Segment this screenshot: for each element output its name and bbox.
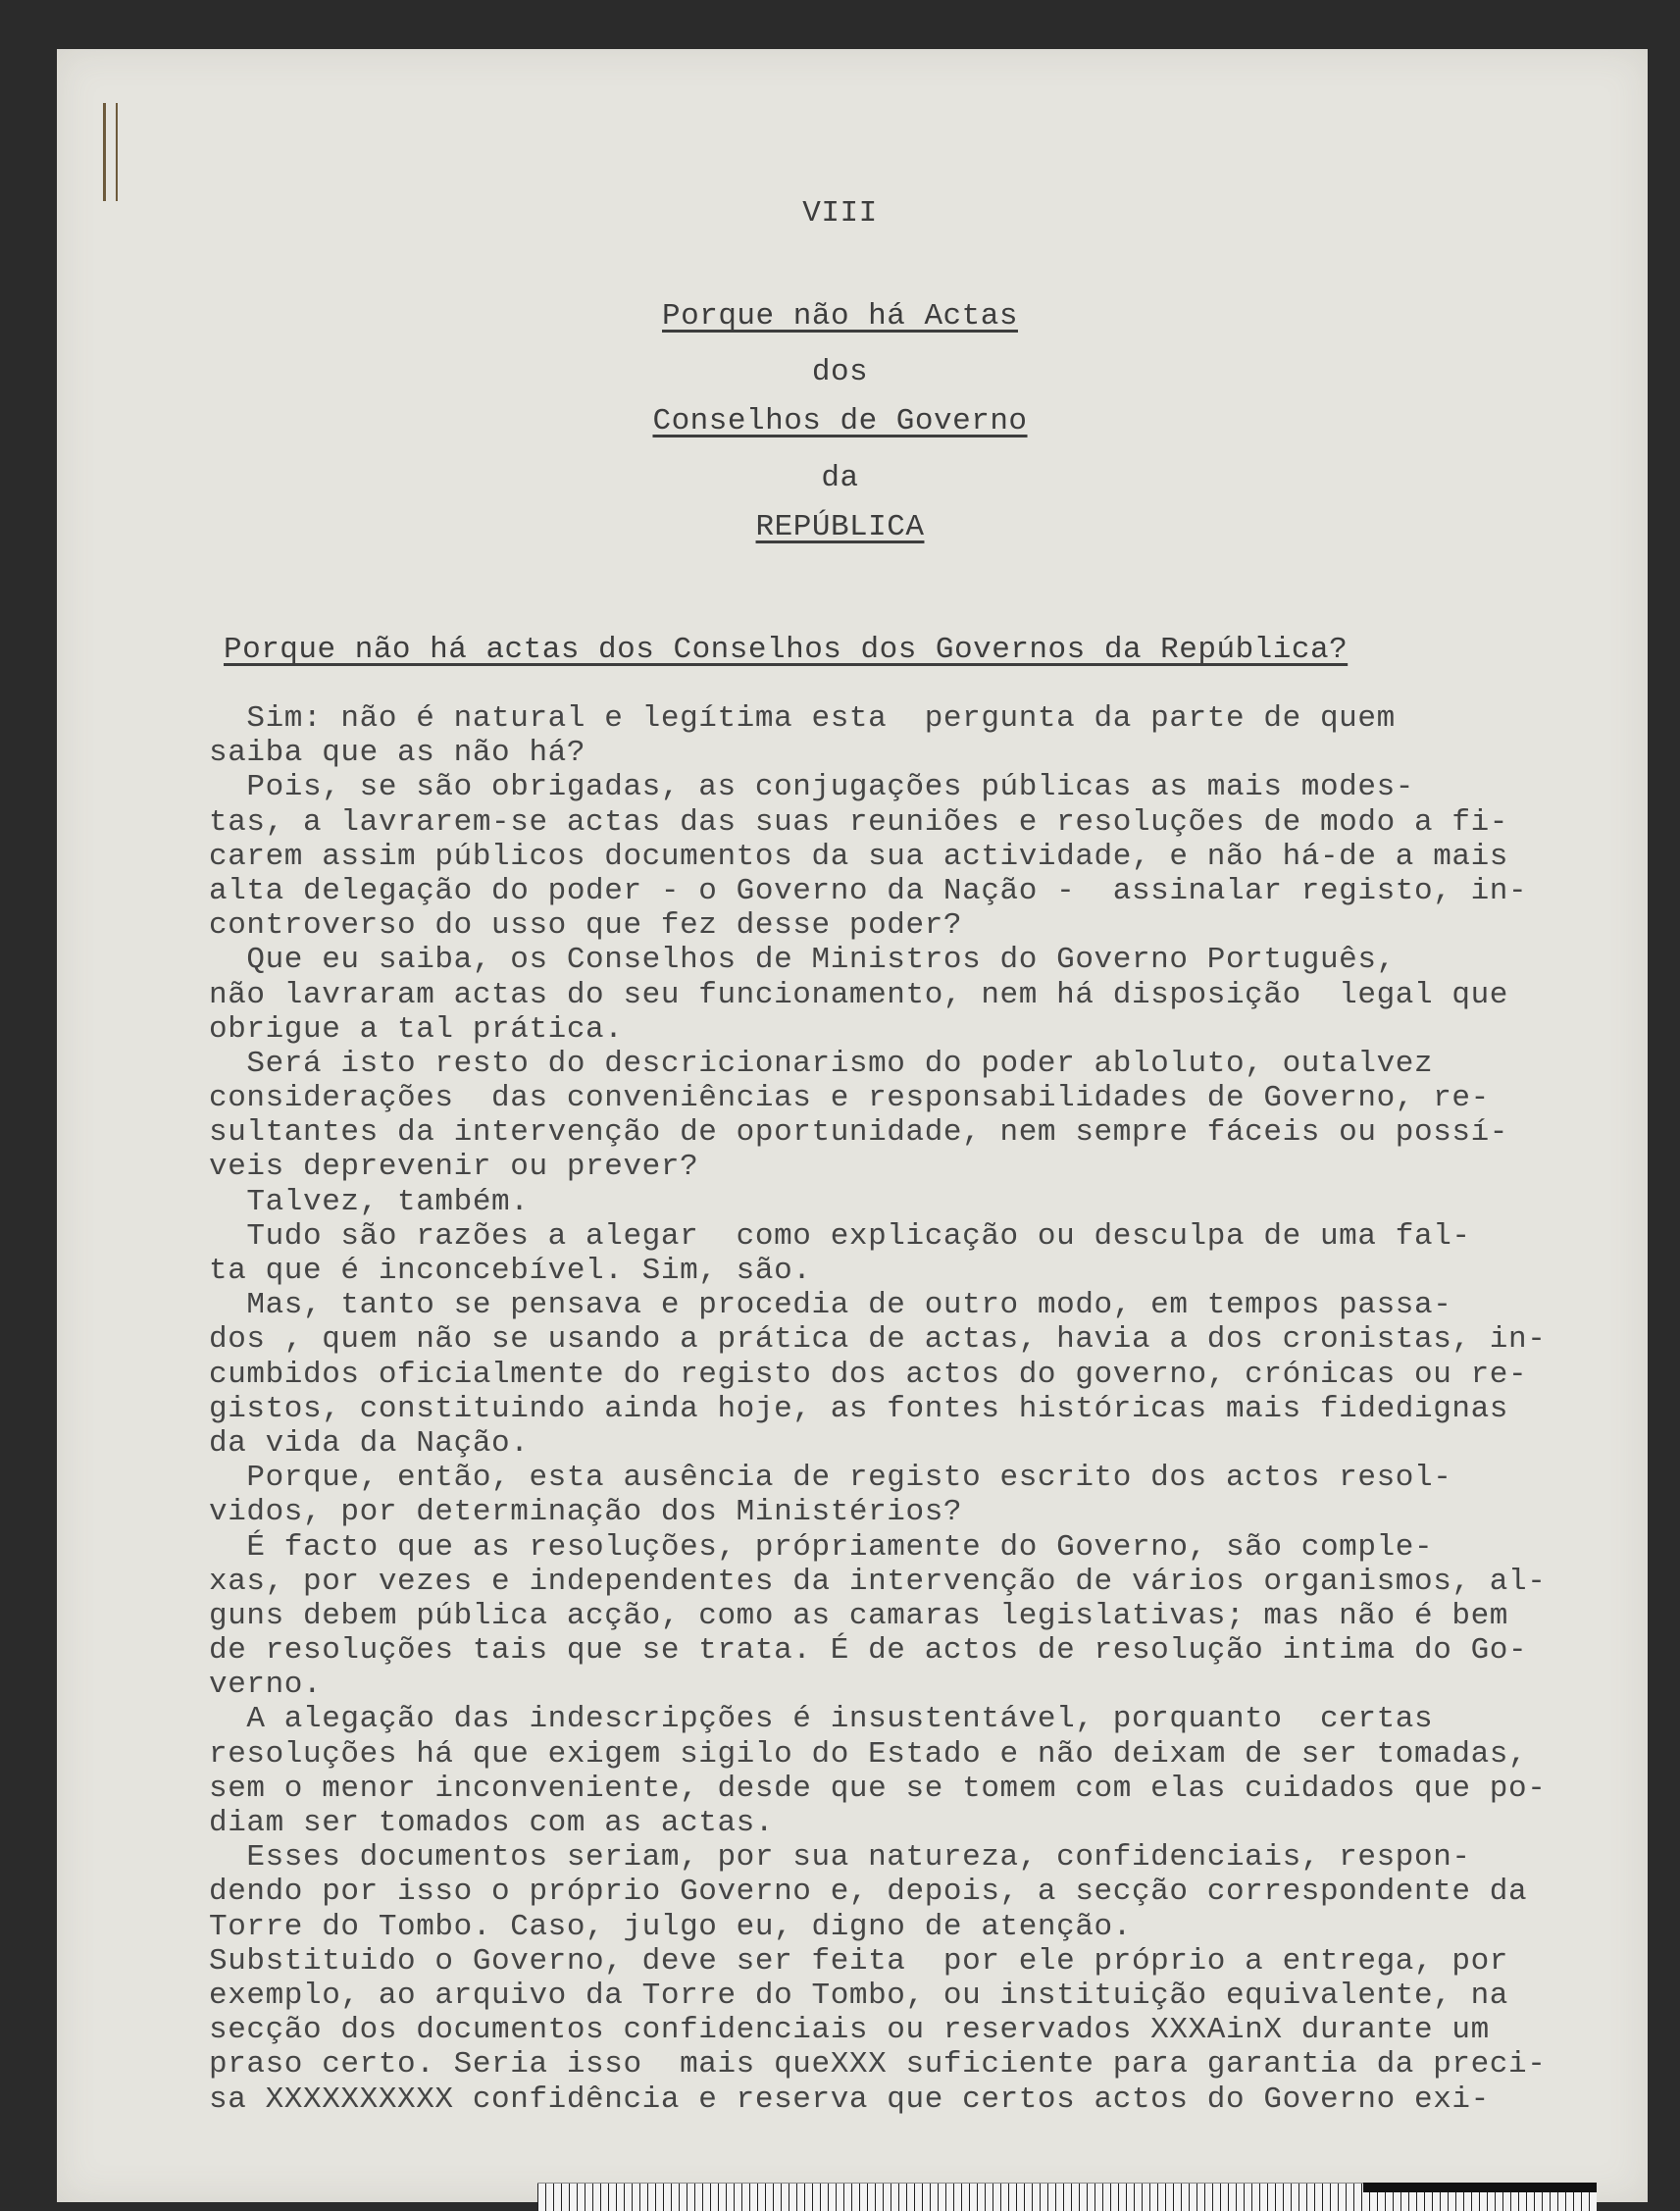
body-line: obrigue a tal prática.	[209, 1011, 624, 1047]
body-text	[209, 701, 1553, 2117]
body-line: sultantes da intervenção de oportunidade, nem sempre fáceis ou possí-	[209, 1115, 1509, 1151]
body-line: exemplo, ao arquivo da Torre do Tombo, ou instituição equivalente, na	[209, 1978, 1509, 2013]
body-line: Esses documentos seriam, por sua natureza, confidenciais, respon-	[209, 1840, 1471, 1876]
body-line: cumbidos oficialmente do registo dos actos do governo, crónicas ou re-	[209, 1357, 1528, 1392]
body-line: guns debem pública acção, como as camaras legislativas; mas não é bem	[209, 1598, 1509, 1633]
body-line: gistos, constituindo ainda hoje, as fontes históricas mais fidedignas	[209, 1391, 1509, 1426]
body-line: sa XXXXXXXXXX confidência e reserva que certos actos do Governo exi-	[209, 2082, 1490, 2117]
body-line: Talvez, também.	[209, 1184, 530, 1219]
body-line: considerações das conveniências e responsabilidades de Governo, re-	[209, 1081, 1490, 1116]
body-line: xas, por vezes e independentes da intervenção de vários organismos, al-	[209, 1564, 1547, 1599]
body-line: de resoluções tais que se trata. É de actos de resolução intima do Go-	[209, 1633, 1528, 1669]
body-line: da vida da Nação.	[209, 1425, 530, 1461]
body-line: resoluções há que exigem sigilo do Estado e não deixam de ser tomadas,	[209, 1736, 1528, 1772]
body-line: controverso do usso que fez desse poder?	[209, 908, 963, 944]
body-line: tas, a lavrarem-se actas das suas reuniões e resoluções de modo a fi-	[209, 804, 1509, 840]
body-line: verno.	[209, 1668, 323, 1703]
body-line: alta delegação do poder - o Governo da Nação - assinalar registo, in-	[209, 873, 1528, 908]
body-line: Substituido o Governo, deve ser feita por ele próprio a entrega, por	[209, 1943, 1509, 1979]
body-line: ta que é inconcebível. Sim, são.	[209, 1254, 812, 1288]
body-line: Será isto resto do descricionarismo do poder abloluto, outalvez	[209, 1046, 1434, 1081]
body-line: secção dos documentos confidenciais ou reservados XXXAinX durante um	[209, 2013, 1490, 2048]
binder-mark	[103, 103, 118, 201]
body-line: diam ser tomados com as actas.	[209, 1806, 775, 1840]
title-line-3: Conselhos de Governo	[652, 404, 1028, 438]
body-line: Sim: não é natural e legítima esta pergunta da parte de quem	[209, 701, 1396, 736]
body-line: veis deprevenir ou prever?	[209, 1150, 699, 1185]
body-line: Tudo são razões a alegar como explicação ou desculpa de uma fal-	[209, 1218, 1471, 1254]
body-line: dendo por isso o próprio Governo e, depois, a secção correspondente da	[209, 1875, 1528, 1910]
chapter-number: VIII	[802, 196, 878, 231]
scale-bar	[1363, 2183, 1597, 2192]
body-line: sem o menor inconveniente, desde que se tomem com elas cuidados que po-	[209, 1771, 1547, 1806]
body-line: Torre do Tombo. Caso, julgo eu, digno de atenção.	[209, 1909, 1132, 1944]
body-line: A alegação das indescripções é insustentável, porquanto certas	[209, 1702, 1434, 1737]
body-line: Porque, então, esta ausência de registo escrito dos actos resol-	[209, 1461, 1452, 1496]
title-line-5: REPÚBLICA	[755, 510, 925, 544]
section-question: Porque não há actas dos Conselhos dos Governos da República?	[224, 633, 1349, 667]
body-line: saiba que as não há?	[209, 736, 586, 771]
body-line: Pois, se são obrigadas, as conjugações públicas as mais modes-	[209, 770, 1414, 805]
body-line: dos , quem não se usando a prática de actas, havia a dos cronistas, in-	[209, 1322, 1547, 1358]
title-line-2: dos	[811, 355, 869, 389]
body-line: Mas, tanto se pensava e procedia de outro modo, em tempos passa-	[209, 1288, 1452, 1323]
body-line: carem assim públicos documentos da sua actividade, e não há-de a mais	[209, 839, 1509, 874]
body-line: praso certo. Seria isso mais queXXX suficiente para garantia da preci-	[209, 2047, 1547, 2082]
title-line-1: Porque não há Actas	[662, 299, 1018, 334]
body-line: não lavraram actas do seu funcionamento, nem há disposição legal que	[209, 977, 1509, 1012]
body-line: vidos, por determinação dos Ministérios?	[209, 1495, 963, 1530]
body-line: É facto que as resoluções, própriamente do Governo, são comple-	[209, 1529, 1434, 1565]
body-line: Que eu saiba, os Conselhos de Ministros do Governo Português,	[209, 943, 1396, 978]
title-line-4: da	[821, 461, 859, 495]
